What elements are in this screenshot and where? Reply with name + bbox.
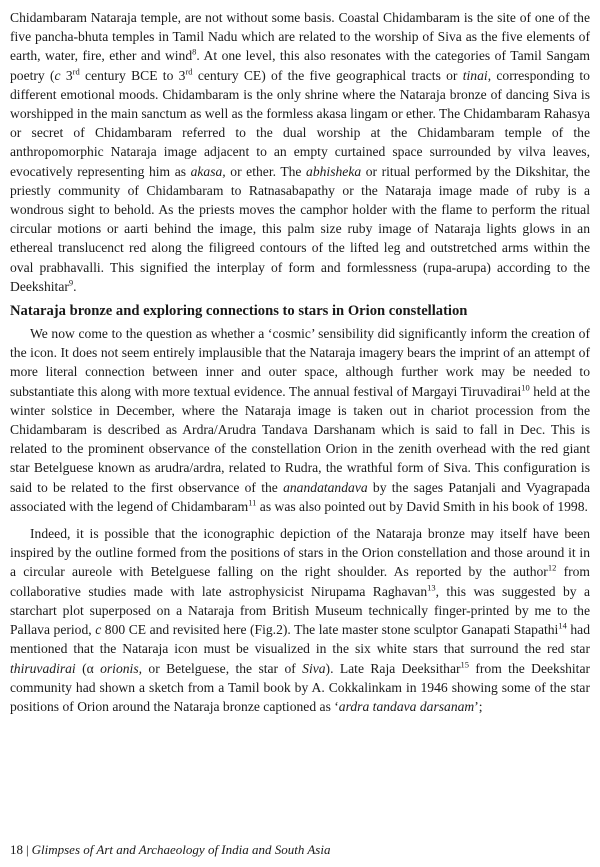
text-run: Indeed, it is possible that the iconographic depiction of the Nataraja bronze may itself have been inspired by the outline formed from the positions of stars in the Orion constellation and those around it in a circular aureole with Betelguese falling on the right shoulder. As reported by the author [10,526,590,580]
paragraph-orion-iconography [10,524,590,716]
text-run: 800 CE and revisited here (Fig.2). The late master stone sculptor Ganapati Stapathi [101,622,559,638]
book-title: Glimpses of Art and Archaeology of India and South Asia [31,842,331,857]
text-run: (α [75,660,101,676]
text-run: by the sages Patanjali and Vyagrapada associated with the legend of Chidambaram [10,479,590,514]
footnote-ref: 13 [427,582,436,593]
footnote-ref: rd [185,66,193,77]
text-run: or ether. The [225,163,307,179]
footnote-ref: 10 [521,382,530,393]
section-heading: Nataraja bronze and exploring connections to stars in Orion constellation [10,303,468,320]
italic-term: Siva [302,660,326,676]
text-run: , corresponding to different emotional moods. Chidambaram is the only shrine where the Nataraja bronze of dancing Siva is worshipped in the main sanctum as well as the formless akasa lingam or ether. The Chidambaram Rahasya or secret of Chidambaram referred to the dual worship at the Chidambaram temple of the anthropomorphic Nataraja image adjacent to an empty curtained space surrounded by vilva leaves, evocatively representing him as [10,67,590,179]
italic-term: tinai [462,67,488,83]
footnote-ref: 8 [192,46,197,57]
text-run: ’; [474,698,483,714]
page-footer [10,842,330,858]
text-run: from the Deekshitar community had shown a sketch from a Tamil book by A. Cokkalinkam in 1946 showing some of the star positions of Orion around the Nataraja bronze captioned as ‘ [10,660,591,714]
text-run: . At one level, this also resonates with the categories of Tamil Sangam poetry ( [10,48,590,83]
text-run: or ritual performed by the Dikshitar, the priestly community of Chidambaram to Ratnasabapathy or the Nataraja image made of ruby is a wondrous sight to behold. As the priests moves the camphor holder with the flame to perform the ritual circular motions or aarti behind the image, this palm size ruby image of Nataraja lights glows in an ethereal translucenct red along the filigreed contours of the lifted leg and outstretched arms within the oval prabhavalli. This signified the interplay of form and formlessness (rupa-arupa) according to the Deekshitar [10,163,591,294]
text-run: or Betelguese, the star of [142,660,303,676]
paragraph-pancha-bhuta [10,8,590,296]
footer-separator: | [26,842,29,857]
text-run: century BCE to 3 [79,67,186,83]
text-run: had mentioned that the Nataraja icon must be visualized in the six white stars that surround the red star [10,622,590,657]
text-run: as was also pointed out by David Smith in his book of 1998. [256,498,588,514]
italic-term: ardra tandava darsanam [338,698,475,714]
text-run: , this was suggested by a starchart plot superposed on a Nataraja from British Museum technically finger-printed by me to the Pallava period, [10,583,590,638]
footnote-ref: 14 [558,620,567,631]
page-number: 18 [10,842,23,857]
footnote-ref: 15 [460,658,470,669]
paragraph-cosmic-sensibility [10,324,590,516]
italic-term: abhisheka [306,163,362,179]
italic-term: orionis, [100,660,143,676]
text-run: from collaborative studies made with late astrophysicist Nirupama Raghavan [10,564,590,599]
text-run: held at the winter solstice in December, where the Nataraja image is taken out in chariot procession from the Chidambaram is described as Ardra/Arudra Tandava Darshanam which is said to fall in Dec. This is related to the prominent observance of the constellation Orion in the zenith overhead with the red giant star Betelguese known as arudra/ardra, related to Rudra, the wrathful form of Siva. This configuration is said to be related to the first observance of the [10,383,590,495]
italic-term: thiruvadirai [10,660,76,676]
text-run: 3 [60,67,73,83]
text-run: Chidambaram Nataraja temple, are not without some basis. Coastal Chidambaram is the site of one of the five pancha-bhuta temples in Tamil Nadu which are related to the worship of Siva as the five elements of earth, water, fire, ether and wind [10,10,590,64]
footnote-ref: 9 [68,277,74,288]
italic-term: c [95,622,102,638]
text-run: ). Late Raja Deeksithar [325,660,461,676]
footnote-ref: 11 [248,497,257,508]
footnote-ref: 12 [547,562,557,573]
text-run: . [73,278,77,294]
footnote-ref: rd [72,66,80,77]
text-run: century CE) of the five geographical tracts or [192,67,463,83]
italic-term: anandatandava [283,479,368,495]
italic-term: akasa, [190,163,226,179]
text-run: We now come to the question as whether a ‘cosmic’ sensibility did significantly inform the creation of the icon. It does not seem entirely implausible that the Nataraja imagery bears the imprint of an attempt of more literal connection between inner and outer space, although further work may be needed to substantiate this along with more textual evidence. The annual festival of Margayi Tiruvadirai [10,326,590,399]
italic-term: c [54,67,61,83]
